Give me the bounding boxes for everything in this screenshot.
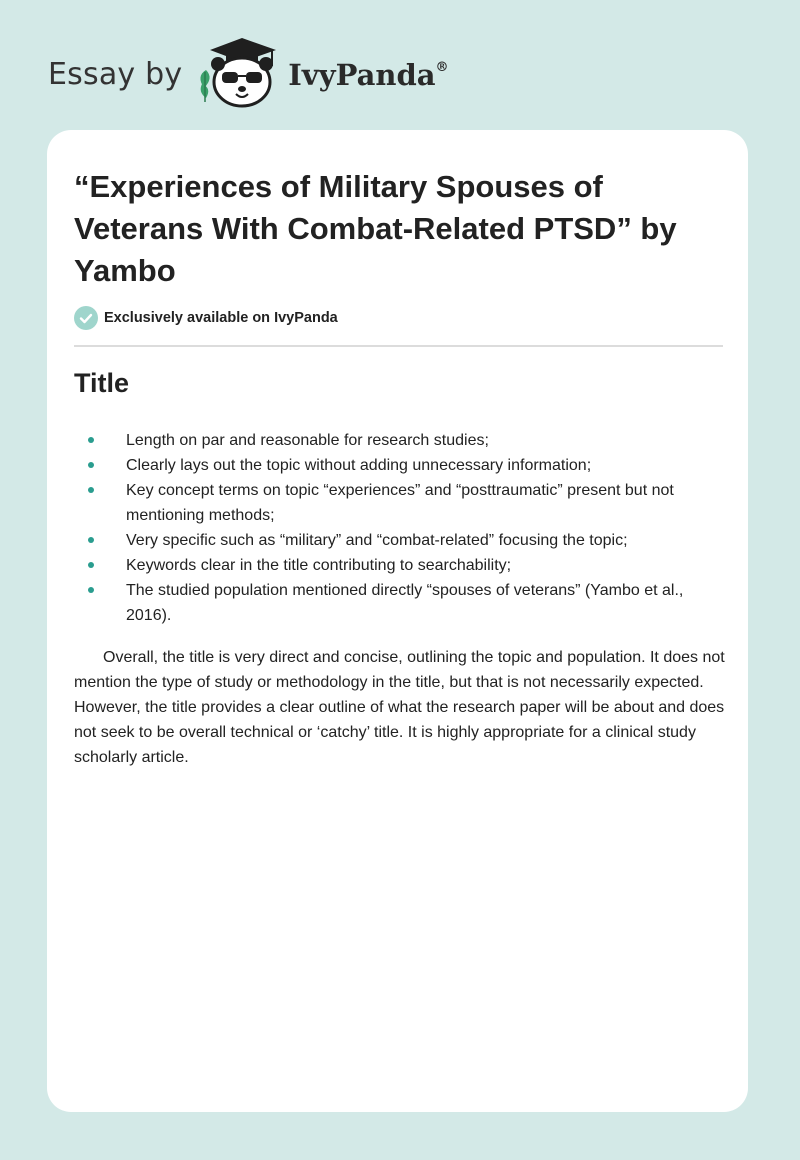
registered-mark: ®	[435, 60, 449, 75]
list-item: Length on par and reasonable for research studies;	[74, 428, 724, 453]
exclusive-badge	[74, 306, 338, 330]
list-item: The studied population mentioned directly “spouses of veterans” (Yambo et al., 2016).	[74, 578, 724, 628]
bullet-dot-icon	[88, 537, 94, 543]
list-item: Keywords clear in the title contributing to searchability;	[74, 553, 724, 578]
page-title: “Experiences of Military Spouses of Veterans With Combat-Related PTSD” by Yambo	[74, 169, 677, 288]
section-heading: Title	[74, 368, 130, 398]
bullet-dot-icon	[88, 487, 94, 493]
panda-logo-icon[interactable]	[196, 36, 288, 112]
divider	[74, 345, 723, 347]
bullet-dot-icon	[88, 562, 94, 568]
bullet-dot-icon	[88, 462, 94, 468]
bullet-dot-icon	[88, 437, 94, 443]
list-item: Key concept terms on topic “experiences” and “posttraumatic” present but not mentioning methods;	[74, 478, 724, 528]
body-paragraph: Overall, the title is very direct and concise, outlining the topic and population. It does not mention the type of study or methodology in the title, but that is not necessarily expected. However, the title provides a clear outline of what the research paper will be about and does not seek to be overall technical or ‘catchy’ title. It is highly appropriate for a clinical study scholarly article.	[74, 649, 725, 766]
essay-by-label: Essay by	[48, 56, 183, 92]
site-header	[48, 36, 468, 112]
bullet-list	[74, 428, 724, 628]
brand-name[interactable]: IvyPanda®	[288, 58, 449, 92]
bullet-dot-icon	[88, 587, 94, 593]
essay-card	[47, 130, 748, 1112]
badge-label: Exclusively available on IvyPanda	[104, 310, 338, 326]
check-circle-icon	[74, 306, 98, 330]
list-item: Very specific such as “military” and “combat-related” focusing the topic;	[74, 528, 724, 553]
list-item: Clearly lays out the topic without adding unnecessary information;	[74, 453, 724, 478]
